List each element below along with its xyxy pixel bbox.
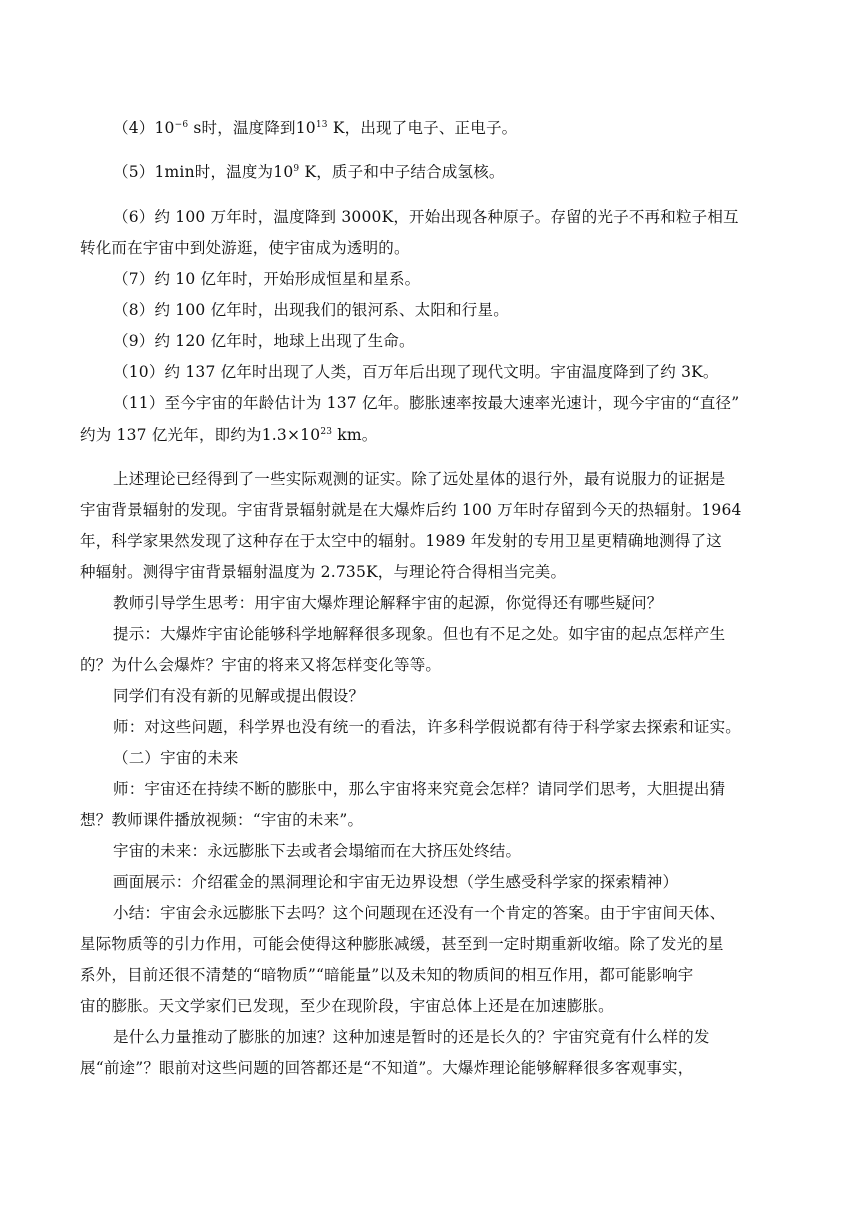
text-line: （5）1min时，温度为$10^9$ K，质子和中子结合成氢核。: [113, 163, 505, 181]
text-line: 宇宙背景辐射的发现。宇宙背景辐射就是在大爆炸后约 100 万年时存留到今天的热辐射。1964: [80, 501, 742, 519]
text-line: （7）约 10 亿年时，开始形成恒星和星系。: [113, 270, 421, 288]
text-line: 约为 137 亿光年，即约为$1.3\times 10^{23}$ km。: [80, 426, 378, 444]
text-line: （11）至今宇宙的年龄估计为 137 亿年。膨胀速率按最大速率光速计，现今宇宙的“直径”: [113, 394, 740, 412]
text-line: 提示：大爆炸宇宙论能够科学地解释很多现象。但也有不足之处。如宇宙的起点怎样产生: [113, 625, 726, 643]
text-line: 上述理论已经得到了一些实际观测的证实。除了远处星体的退行外，最有说服力的证据是: [113, 470, 726, 488]
text-line: 年，科学家果然发现了这种存在于太空中的辐射。1989 年发射的专用卫星更精确地测得了这: [80, 532, 722, 550]
text-line: （10）约 137 亿年时出现了人类，百万年后出现了现代文明。宇宙温度降到了约 3K。: [113, 363, 719, 381]
text-line: $(4)10^{-6}$ s时，温度降到$10^{13}$ K，出现了电子、正电子。: [113, 119, 518, 137]
text-line: 同学们有没有新的见解或提出假设？: [113, 687, 365, 705]
text-line: 的？为什么会爆炸？宇宙的将来又将怎样变化等等。: [80, 656, 442, 674]
section-heading: （二）宇宙的未来: [113, 749, 239, 767]
text-line: 宙的膨胀。天文学家们已发现，至少在现阶段，宇宙总体上还是在加速膨胀。: [80, 997, 614, 1015]
text-line: 是什么力量推动了膨胀的加速？这种加速是暂时的还是长久的？宇宙究竟有什么样的发: [113, 1028, 710, 1046]
text-line: 小结：宇宙会永远膨胀下去吗？这个问题现在还没有一个肯定的答案。由于宇宙间天体、: [113, 904, 726, 922]
text-line: （6）约 100 万年时，温度降到 3000K，开始出现各种原子。存留的光子不再和粒子相互: [113, 208, 739, 226]
text-line: 师：宇宙还在持续不断的膨胀中，那么宇宙将来究竟会怎样？请同学们思考，大胆提出猜: [113, 780, 726, 798]
text-line: 教师引导学生思考：用宇宙大爆炸理论解释宇宙的起源，你觉得还有哪些疑问？: [113, 594, 663, 612]
text-line: （8）约 100 亿年时，出现我们的银河系、太阳和行星。: [113, 301, 509, 319]
text-line: 画面展示：介绍霍金的黑洞理论和宇宙无边界设想（学生感受科学家的探索精神）: [113, 873, 679, 891]
text-line: （9）约 120 亿年时，地球上出现了生命。: [113, 332, 415, 350]
text-line: 宇宙的未来：永远膨胀下去或者会塌缩而在大挤压处终结。: [113, 842, 522, 860]
text-line: 星际物质等的引力作用，可能会使得这种膨胀减缓，甚至到一定时期重新收缩。除了发光的星: [80, 935, 724, 953]
text-line: 想？教师课件播放视频：“宇宙的未来”。: [80, 811, 364, 829]
text-line: 转化而在宇宙中到处游逛，使宇宙成为透明的。: [80, 239, 410, 257]
text-line: 系外，目前还很不清楚的“暗物质”“暗能量”以及未知的物质间的相互作用，都可能影响宇: [80, 966, 694, 984]
text-line: 种辐射。测得宇宙背景辐射温度为 2.735K，与理论符合得相当完美。: [80, 563, 567, 581]
text-line: 展“前途”？眼前对这些问题的回答都还是“不知道”。大爆炸理论能够解释很多客观事实，: [80, 1059, 694, 1077]
text-line: 师：对这些问题，科学界也没有统一的看法，许多科学假说都有待于科学家去探索和证实。: [113, 718, 742, 736]
